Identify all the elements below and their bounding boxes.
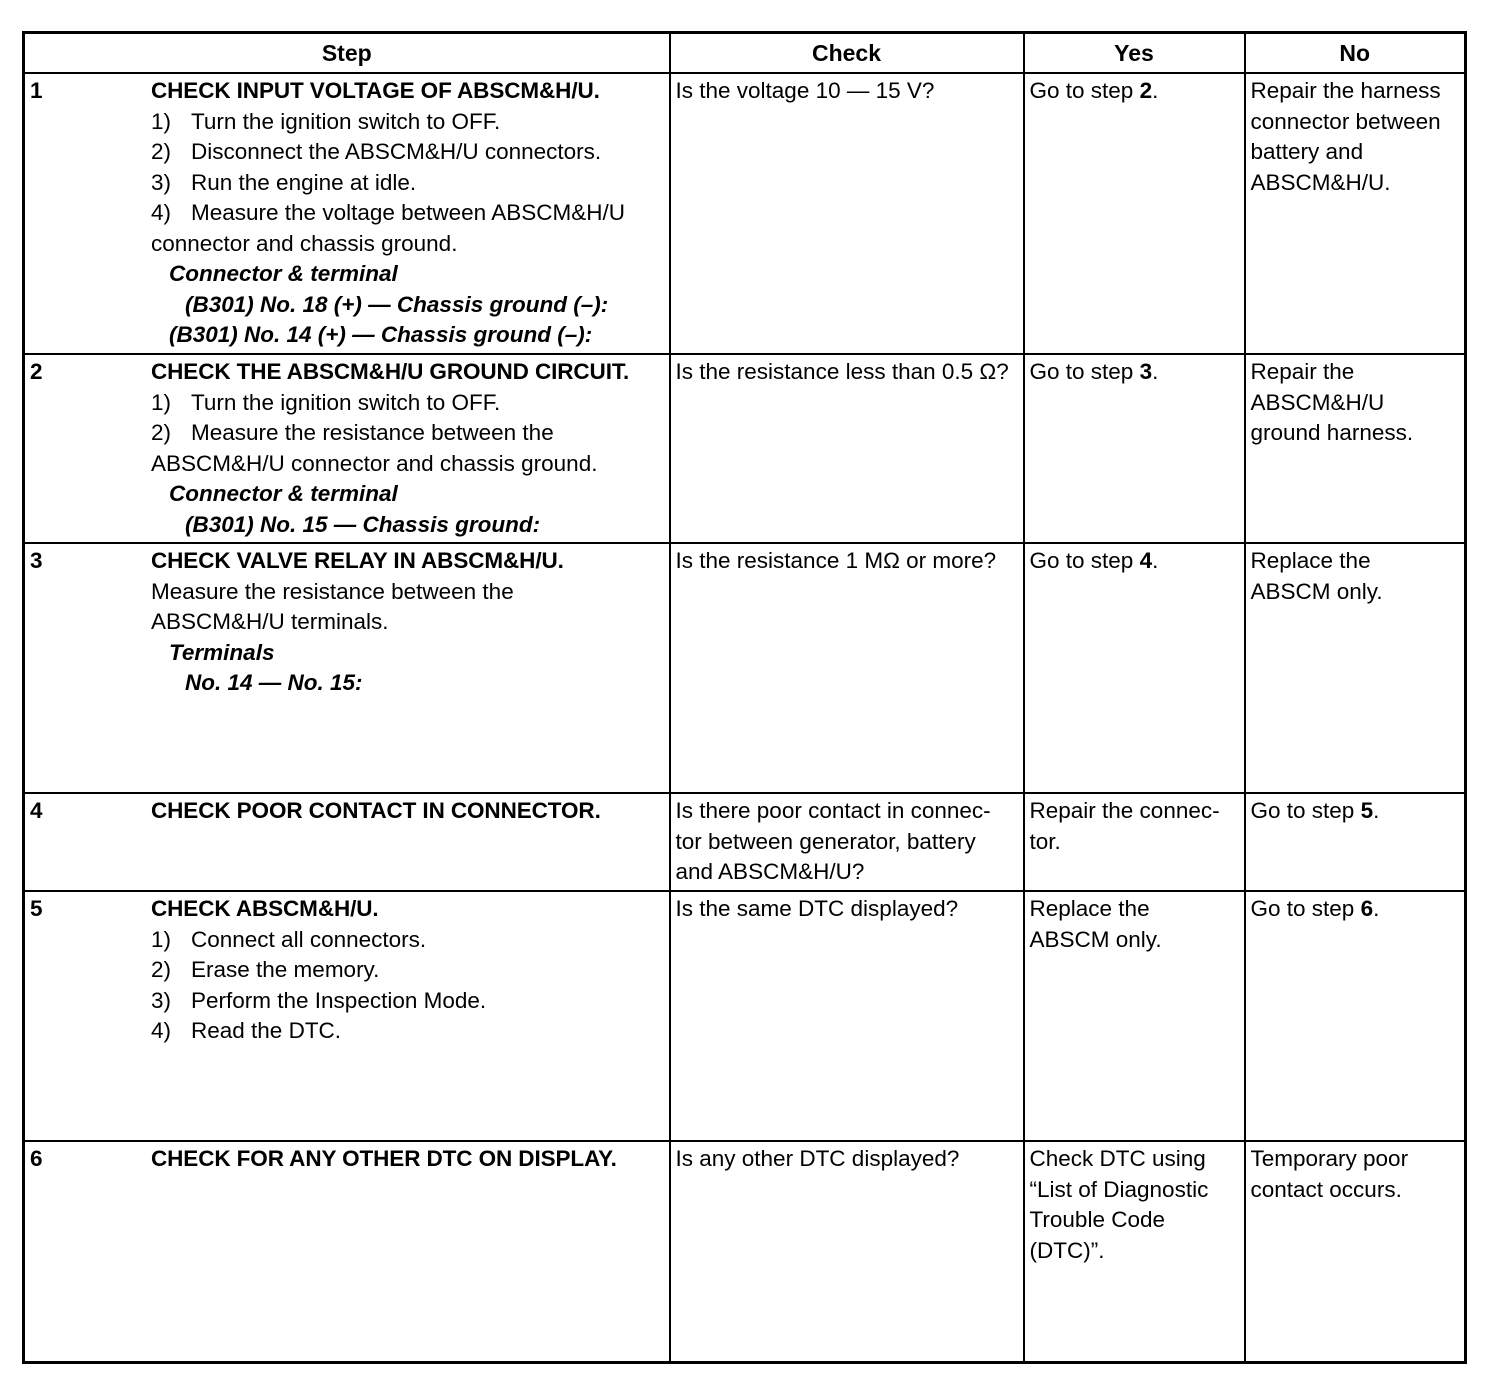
step-line: ABSCM&H/U terminals.: [151, 609, 389, 634]
table-row: [24, 543, 1466, 793]
item-text: Erase the memory.: [191, 957, 380, 982]
item-continuation: ABSCM&H/U connector and chassis ground.: [151, 450, 598, 476]
no-cell: [1245, 543, 1466, 793]
yes-cell: [1024, 891, 1245, 1141]
check-cell: [670, 793, 1024, 891]
item-text: Turn the ignition switch to OFF.: [191, 108, 501, 134]
yes-cell: [1024, 793, 1245, 891]
sub-line: (B301) No. 18 (+) — Chassis ground (–):: [185, 291, 609, 317]
no-line: Temporary poor: [1250, 1146, 1409, 1171]
item-number: 4): [151, 200, 172, 225]
yes-line: “List of Diagnostic: [1029, 1176, 1209, 1202]
step-title: CHECK VALVE RELAY IN ABSCM&H/U.: [151, 548, 564, 573]
header-row: [24, 33, 1466, 74]
no-line: connector between: [1250, 108, 1441, 134]
no-cell: [1245, 1141, 1466, 1362]
no-text: Go to step: [1250, 896, 1361, 921]
step-cell: [24, 793, 670, 891]
yes-step: 3: [1139, 359, 1153, 384]
check-cell: [670, 73, 1024, 354]
check-cell: [670, 354, 1024, 543]
item-text: Measure the voltage between ABSCM&H/U: [191, 200, 625, 225]
step-number: 5: [30, 896, 43, 921]
step-number: 3: [30, 548, 43, 573]
no-end: .: [1373, 896, 1380, 921]
no-cell: [1245, 891, 1466, 1141]
yes-line: ABSCM only.: [1029, 926, 1162, 952]
yes-cell: [1024, 543, 1245, 793]
item-continuation: connector and chassis ground.: [151, 230, 458, 256]
diagnostic-table: [22, 31, 1467, 1364]
yes-line: Replace the: [1029, 896, 1150, 921]
step-cell: [24, 73, 670, 354]
step-title: CHECK FOR ANY OTHER DTC ON DISPLAY.: [151, 1146, 617, 1171]
item-number: 1): [151, 926, 172, 952]
sub-line: No. 14 — No. 15:: [185, 670, 363, 695]
step-cell: [24, 354, 670, 543]
no-step: 5: [1360, 798, 1374, 823]
table-row: [24, 891, 1466, 1141]
no-step: 6: [1360, 896, 1374, 921]
sub-line: (B301) No. 15 — Chassis ground:: [185, 511, 541, 537]
item-number: 1): [151, 389, 172, 415]
yes-cell: [1024, 73, 1245, 354]
yes-cell: [1024, 354, 1245, 543]
check-text: Is the resistance less than 0.5 Ω?: [675, 359, 1009, 384]
yes-cell: [1024, 1141, 1245, 1362]
yes-text: Go to step: [1029, 548, 1140, 573]
sub-heading: Terminals: [169, 639, 275, 665]
step-number: 4: [30, 798, 43, 823]
no-line: ABSCM&H/U: [1250, 389, 1385, 415]
no-line: contact occurs.: [1250, 1176, 1402, 1202]
no-line: ABSCM only.: [1250, 578, 1383, 604]
item-text: Disconnect the ABSCM&H/U connectors.: [191, 139, 602, 164]
step-number: 6: [30, 1146, 43, 1171]
step-title: CHECK THE ABSCM&H/U GROUND CIRCUIT.: [151, 359, 630, 384]
item-number: 3): [151, 987, 172, 1013]
step-cell: [24, 543, 670, 793]
yes-line: Check DTC using: [1029, 1146, 1206, 1171]
item-number: 3): [151, 169, 172, 195]
check-cell: [670, 1141, 1024, 1362]
item-number: 2): [151, 957, 172, 982]
no-line: Replace the: [1250, 548, 1371, 573]
yes-line: tor.: [1029, 828, 1061, 854]
check-cell: [670, 891, 1024, 1141]
step-line: Measure the resistance between the: [151, 578, 514, 604]
step-title: CHECK INPUT VOLTAGE OF ABSCM&H/U.: [151, 78, 600, 103]
sub-heading: Connector & terminal: [169, 261, 398, 286]
check-text: Is the voltage 10 — 15 V?: [675, 78, 935, 103]
item-number: 2): [151, 420, 172, 445]
no-cell: [1245, 73, 1466, 354]
table-row: [24, 73, 1466, 354]
item-number: 4): [151, 1018, 172, 1043]
item-text: Perform the Inspection Mode.: [191, 987, 487, 1013]
check-text: Is the same DTC displayed?: [675, 896, 959, 921]
no-cell: [1245, 354, 1466, 543]
no-line: ABSCM&H/U.: [1250, 169, 1391, 195]
no-line: battery and: [1250, 139, 1364, 164]
yes-text: Go to step: [1029, 78, 1140, 103]
item-text: Read the DTC.: [191, 1018, 342, 1043]
check-line: Is there poor contact in connec-: [675, 798, 991, 823]
check-line: and ABSCM&H/U?: [675, 859, 865, 884]
step-cell: [24, 1141, 670, 1362]
yes-end: .: [1152, 359, 1159, 384]
yes-line: Trouble Code: [1029, 1207, 1165, 1232]
sub-heading: Connector & terminal: [169, 481, 398, 506]
check-line: tor between generator, battery: [675, 828, 976, 854]
yes-step: 2: [1139, 78, 1153, 103]
step-title: CHECK POOR CONTACT IN CONNECTOR.: [151, 798, 601, 823]
item-text: Measure the resistance between the: [191, 420, 554, 445]
no-line: Repair the: [1250, 359, 1355, 384]
no-end: .: [1373, 798, 1380, 823]
item-number: 2): [151, 139, 172, 164]
no-line: ground harness.: [1250, 420, 1414, 445]
step-title: CHECK ABSCM&H/U.: [151, 896, 379, 921]
check-cell: [670, 543, 1024, 793]
check-text: Is the resistance 1 MΩ or more?: [675, 548, 997, 573]
item-text: Turn the ignition switch to OFF.: [191, 389, 501, 415]
item-number: 1): [151, 108, 172, 134]
no-line: Repair the harness: [1250, 78, 1441, 103]
no-cell: [1245, 793, 1466, 891]
table-row: [24, 793, 1466, 891]
step-number: 2: [30, 359, 43, 384]
check-text: Is any other DTC displayed?: [675, 1146, 960, 1171]
item-text: Connect all connectors.: [191, 926, 427, 952]
header-step: Step: [24, 33, 670, 74]
header-check: Check: [670, 33, 1024, 74]
step-cell: [24, 891, 670, 1141]
table-row: [24, 1141, 1466, 1362]
step-number: 1: [30, 78, 43, 103]
table-row: [24, 354, 1466, 543]
no-text: Go to step: [1250, 798, 1361, 823]
yes-end: .: [1152, 78, 1159, 103]
yes-step: 4: [1139, 548, 1153, 573]
header-yes: Yes: [1024, 33, 1245, 74]
item-text: Run the engine at idle.: [191, 169, 417, 195]
sub-line: (B301) No. 14 (+) — Chassis ground (–):: [169, 322, 593, 347]
header-no: No: [1245, 33, 1466, 74]
yes-end: .: [1152, 548, 1159, 573]
yes-line: (DTC)”.: [1029, 1237, 1105, 1263]
yes-line: Repair the connec-: [1029, 798, 1220, 823]
yes-text: Go to step: [1029, 359, 1140, 384]
